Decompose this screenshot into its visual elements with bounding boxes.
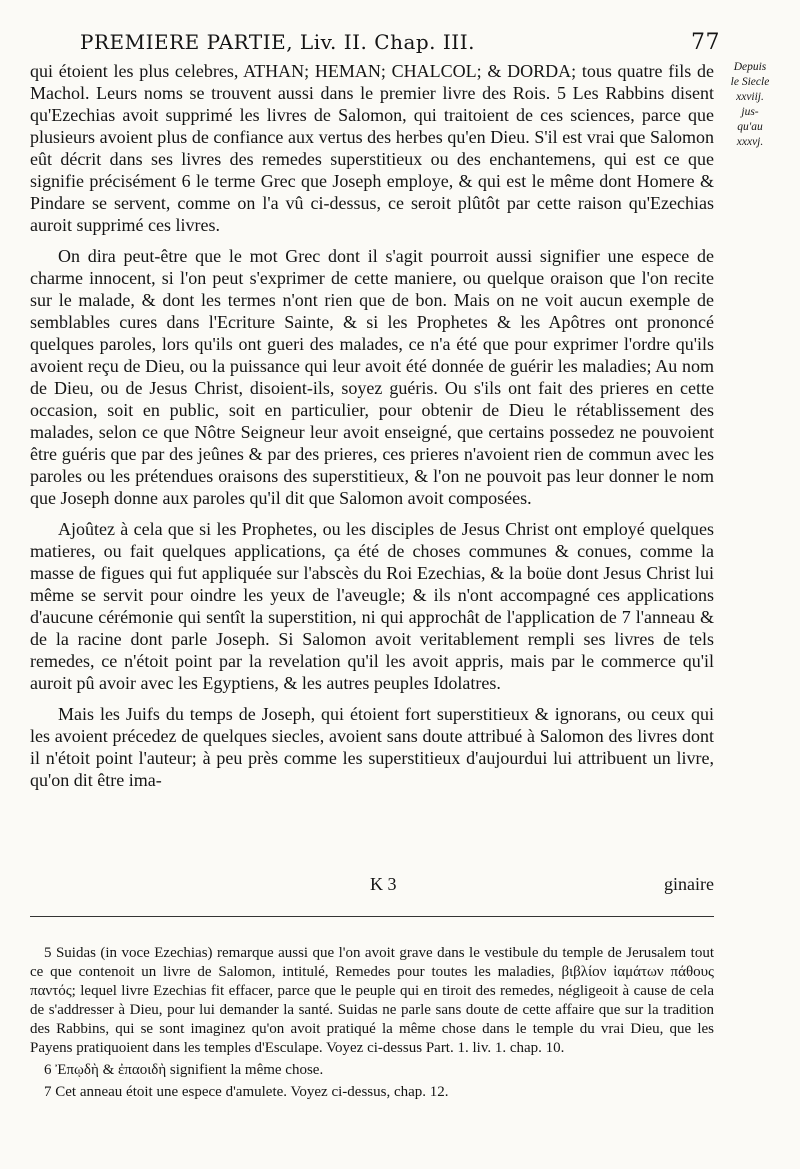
footnote-rule xyxy=(30,916,714,917)
margin-note-line: xxviij. xyxy=(736,91,764,103)
main-text xyxy=(30,60,714,800)
paragraph: On dira peut-être que le mot Grec dont il s'agit pourroit aussi signifier une espece de charme innocent, si l'on peut s'exprimer de cette maniere, ou quelque oraison que l'on recite sur le malade, & dont les termes n'ont rien que de bon. Mais on ne voit aucun exemple de semblables cures dans l'Ecriture Sainte, & si les Prophetes & les Apôtres ont prononcé quelques paroles, lors qu'ils ont gueri des malades, ce n'a été que pour exprimer l'ordre qu'ils avoient reçu de Dieu, ou la puissance qui leur avoit été donnée de guérir les maladies; Au nom de Dieu, ou de Jesus Christ, disoient-ils, soyez guéris. Ou s'ils ont fait des prieres en cette occasion, soit en public, soit en particulier, pour obtenir de Dieu le rétablissement des malades, selon ce que Nôtre Seigneur leur avoit enseigné, que certains possedez ne pouvoient être guéris que par des jeûnes & par des prieres, ces prieres n'avoient rien de commun avec les paroles ou les prétendues oraisons des superstitieux, & l'on ne pouvoit pas leur donner le nom que Joseph donne aux paroles qu'il dit que Salomon avoit composées. xyxy=(30,246,714,508)
header-title: PREMIERE PARTIE, Liv. II. Chap. III. xyxy=(80,30,475,54)
signature-mark: K 3 xyxy=(370,874,397,894)
paragraph-continued: qui étoient les plus celebres, ATHAN; HEMAN; CHALCOL; & DORDA; tous quatre fils de Machol. Leurs noms se trouvent aussi dans le premier livre des Rois. 5 Les Rabbins disent qu'Ezechias avoit supprimé les livres de Salomon, qui traitoient de ces sciences, parce que plusieurs avoient plus de confiance aux vertus des herbes qu'en Dieu. S'il est vrai que Salomon eût décrit dans ses livres des remedes superstitieux ou des enchantemens, qui est ce que signifie précisément 6 le terme Grec que Joseph employe, & qui est le même dont Homere & Pindare se servent, comme on l'a vû ci-dessus, ce seroit plûtôt par cette raison qu'Ezechias auroit supprimé ces livres. xyxy=(30,61,714,235)
margin-note xyxy=(714,60,786,150)
margin-note-line: jus- xyxy=(741,106,759,118)
margin-note-line: le Siecle xyxy=(730,76,770,88)
page-number: 77 xyxy=(691,30,720,55)
margin-note-line: qu'au xyxy=(737,121,763,133)
catchword: ginaire xyxy=(664,874,714,894)
footnote: 6 Ἐπῳδὴ & ἐπαοιδὴ signifient la même chose. xyxy=(44,1062,324,1078)
running-header xyxy=(80,30,720,60)
margin-note-line: xxxvj. xyxy=(736,136,764,148)
footnotes xyxy=(30,944,714,1105)
margin-note-line: Depuis xyxy=(733,61,767,73)
footnote: 7 Cet anneau étoit une espece d'amulete. Voyez ci-dessus, chap. 12. xyxy=(44,1084,449,1100)
footnote: 5 Suidas (in voce Ezechias) remarque aussi que l'on avoit grave dans le vestibule du temple de Jerusalem tout ce que contenoit un livre de Salomon, intitulé, Remedes pour toutes les maladies, βιβλίον ἰαμάτων πάθους παντός; lequel livre Ezechias fit effacer, parce que le peuple qui en tiroit des remedes, négligeoit à cause de cela de s'addresser à Dieu, pour lui demander la santé. Suidas ne parle sans doute de cette affaire que sur la tradition des Rabbins, qui se sont imaginez qu'on avoit pratiqué la même chose dans le temple du vrai Dieu, que les Payens pratiquoient dans les temples d'Esculape. Voyez ci-dessus Part. 1. liv. 1. chap. 10. xyxy=(30,945,714,1056)
signature-line xyxy=(30,874,714,898)
paragraph: Ajoûtez à cela que si les Prophetes, ou les disciples de Jesus Christ ont employé quelques matieres, ou fait quelques applications, ça été de choses communes & conues, comme la masse de figues qui fut appliquée sur l'abscès du Roi Ezechias, & la boüe dont Jesus Christ lui même se servit pour oindre les yeux de l'aveugle; & ils n'ont accompagné ces applications d'aucune cérémonie qui sentît la superstition, ni qui approchât de l'application de 7 l'anneau & de la racine dont parle Joseph. Si Salomon avoit veritablement rempli ses livres de tels remedes, ce n'étoit point par la revelation qu'il les avoit appris, mais par le commerce qu'il auroit pû avoir avec les Egyptiens, & les autres peuples Idolatres. xyxy=(30,519,714,693)
paragraph: Mais les Juifs du temps de Joseph, qui étoient fort superstitieux & ignorans, ou ceux qui les avoient précedez de quelques siecles, avoient sans doute attribué à Salomon des livres dont il n'étoit point l'auteur; à peu près comme les superstitieux d'aujourdui lui attribuent un livre, qu'on dit être ima- xyxy=(30,704,714,790)
